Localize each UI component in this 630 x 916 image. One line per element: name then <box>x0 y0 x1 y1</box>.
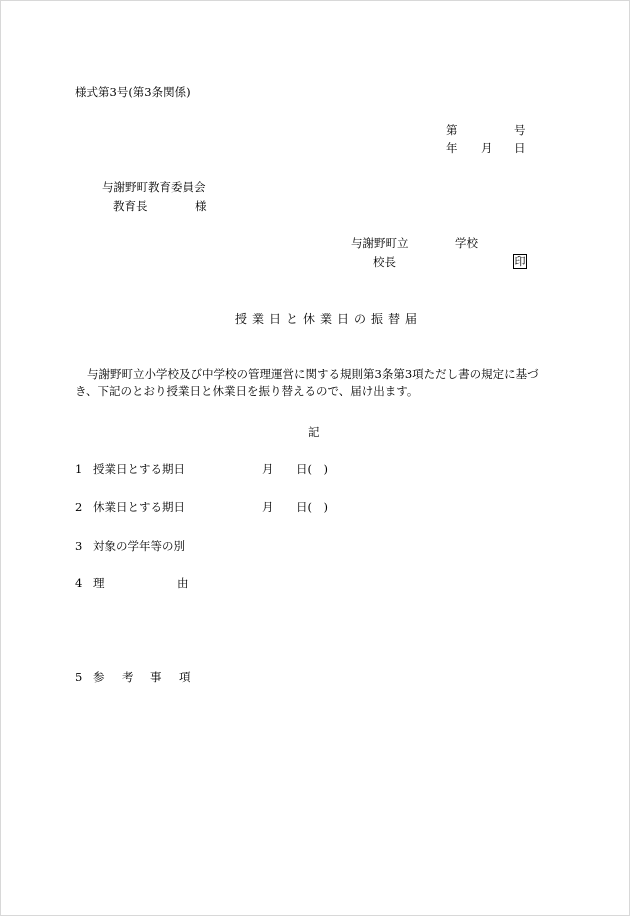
item-4-label-a: 理 <box>93 576 105 590</box>
item-2-day: 日( ) <box>296 500 328 514</box>
sender-school-suffix: 学校 <box>455 236 478 250</box>
item-5-char-3: 事 <box>150 670 162 684</box>
item-1-day: 日( ) <box>296 462 328 476</box>
addressee-honorific: 様 <box>195 199 207 213</box>
seal-label: 印 <box>514 255 526 268</box>
item-4-number: 4 <box>75 576 83 590</box>
item-4-label-b: 由 <box>177 576 189 590</box>
item-1-label: 授業日とする期日 <box>93 462 185 476</box>
date-day: 日 <box>514 141 526 155</box>
doc-number-suffix: 号 <box>514 123 526 137</box>
item-2-label: 休業日とする期日 <box>93 500 185 514</box>
item-1-month: 月 <box>262 462 274 476</box>
item-5-number: 5 <box>75 670 83 684</box>
item-5-char-2: 考 <box>122 670 134 684</box>
date-month: 月 <box>481 141 493 155</box>
document-title: 授業日と休業日の振替届 <box>235 312 423 326</box>
item-5-char-1: 参 <box>93 670 105 684</box>
ki-label: 記 <box>308 425 320 439</box>
item-1-number: 1 <box>75 462 83 476</box>
item-2-number: 2 <box>75 500 83 514</box>
item-5-char-4: 項 <box>179 670 191 684</box>
addressee-org: 与謝野町教育委員会 <box>102 180 206 194</box>
sender-principal: 校長 <box>373 255 396 269</box>
sender-school-prefix: 与謝野町立 <box>351 236 409 250</box>
item-2-month: 月 <box>262 500 274 514</box>
item-3-label: 対象の学年等の別 <box>93 539 185 553</box>
item-3-number: 3 <box>75 539 83 553</box>
seal-mark <box>513 254 527 269</box>
body-paragraph: 与謝野町立小学校及び中学校の管理運営に関する規則第3条第3項ただし書の規定に基づき、下記のとおり授業日と休業日を振り替えるので、届け出ます。 <box>75 367 539 398</box>
date-year: 年 <box>446 141 458 155</box>
form-number: 様式第3号(第3条関係) <box>75 85 191 99</box>
doc-number-prefix: 第 <box>446 123 458 137</box>
addressee-title: 教育長 <box>113 199 148 213</box>
